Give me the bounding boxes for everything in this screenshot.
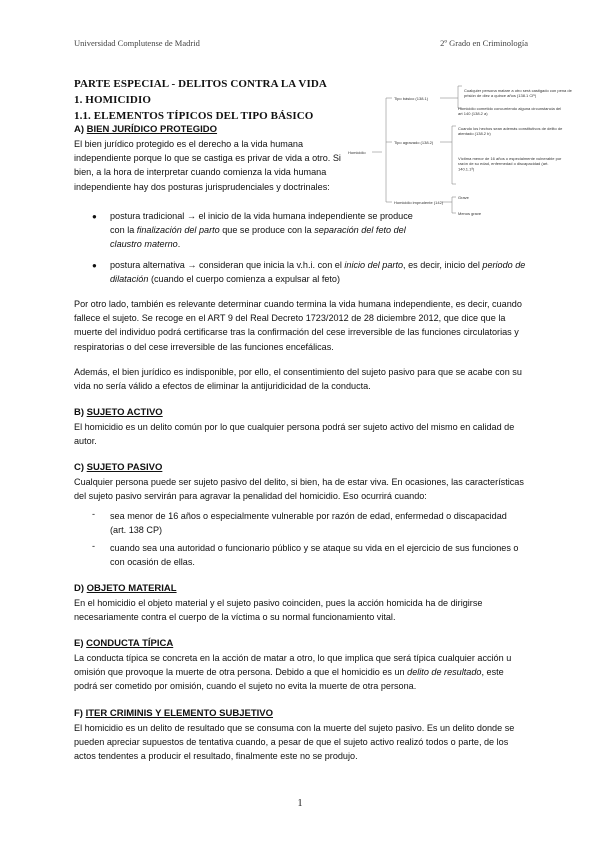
para-iter-criminis: El homicidio es un delito de resultado que se consuma con la muerte del sujeto pasivo. Es un delito donde se pueden apreciar supuestos de tentativa cuando, a pesar de que el sujeto activo realizó todos o parte, de los actos tendentes a producir el resultado, finalmente este no se produjo. — [74, 723, 515, 762]
diagram-note-tipo-basico: Cualquier persona matare a otro será castigado con pena de prisión de diez a quince años (138.1 CP) — [464, 88, 572, 99]
para-sujeto-activo: El homicidio es un delito común por lo que cualquier persona podrá ser sujeto activo del mismo en calidad de autor. — [74, 422, 515, 447]
diagram-note-agravado-1: Homicidio cometido concurriendo alguna circunstancia del art 140 (138.2 a) — [458, 106, 562, 117]
bullet-dot: ● — [92, 212, 97, 221]
para-indisponible: Además, el bien jurídico es indisponible, por ello, el consentimiento del sujeto pasivo para que se acabe con su vida no sería válido a efectos de eliminar la antijuridicidad de la conducta. — [74, 367, 522, 392]
list-dash: - — [92, 509, 96, 519]
diagram-node-tipo-agravado: Tipo agravado (138.2) — [394, 140, 434, 145]
homicidio-tree-diagram — [346, 80, 582, 222]
para-bien-juridico-intro: El bien jurídico protegido es el derecho a la vida humana independiente porque lo que se castiga es privar de vida a otro. Si bien, a la hora de interpretar cuando comienza la vida humana independiente hay dos posturas jurisprudenciales y doctrinales: — [74, 139, 341, 192]
part-heading: PARTE ESPECIAL - DELITOS CONTRA LA VIDA — [74, 78, 327, 90]
para-objeto-material: En el homicidio el objeto material y el sujeto pasivo coinciden, pues la acción homicida ha de dirigirse necesariamente contra el cuerpo de la víctima o su normal funcionamiento vital. — [74, 598, 483, 623]
header-university: Universidad Complutense de Madrid — [74, 38, 200, 48]
diagram-root-label: Homicidio — [348, 150, 366, 155]
heading-conducta-tipica: E) CONDUCTA TÍPICA — [74, 638, 174, 649]
list-item-autoridad: cuando sea una autoridad o funcionario público y se ataque su vida en el ejercicio de sus funciones o con ocasión de ellas. — [110, 543, 519, 568]
list-item-menor: sea menor de 16 años o especialmente vulnerable por razón de edad, enfermedad o discapacidad (art. 138 CP) — [110, 511, 507, 536]
diagram-note-agravado-2: Cuando los hechos sean además constitutivos de delito de atentado (138.2 b) — [458, 126, 563, 137]
bullet-postura-tradicional: postura tradicional → el inicio de la vida humana independiente se produce con la finalización del parto que se produce con la separación del feto del claustro materno. — [110, 211, 413, 250]
diagram-node-imprudente: Homicidio imprudente (142) — [394, 200, 444, 205]
section-heading: 1.1. ELEMENTOS TÍPICOS DEL TIPO BÁSICO — [74, 110, 314, 122]
para-sujeto-pasivo: Cualquier persona puede ser sujeto pasivo del delito, si bien, ha de estar viva. En ocasiones, las características del sujeto pasivo servirán para agravar la penalidad del homicidio. Eso ocurrirá cuando: — [74, 477, 524, 502]
para-conducta-tipica: La conducta típica se concreta en la acción de matar a otro, lo que implica que será típica cualquier acción u omisión que provoque la muerte de otra persona. Debido a que el homicidio es un delito de resultado, este podrá ser cometido por omisión, cuando el sujeto no evita la muerte de otra persona. — [74, 653, 512, 692]
header-course: 2º Grado en Criminología — [440, 38, 528, 48]
list-dash: - — [92, 541, 96, 551]
page-number: 1 — [297, 798, 303, 809]
diagram-leaf-menos-grave: Menos grave — [458, 211, 482, 216]
heading-bien-juridico: A) BIEN JURÍDICO PROTEGIDO — [74, 124, 218, 135]
heading-sujeto-pasivo: C) SUJETO PASIVO — [74, 462, 163, 473]
heading-sujeto-activo: B) SUJETO ACTIVO — [74, 407, 163, 418]
heading-iter-criminis: F) ITER CRIMINIS Y ELEMENTO SUBJETIVO — [74, 708, 274, 719]
chapter-heading: 1. HOMICIDIO — [74, 94, 151, 106]
diagram-note-agravado-3: Víctima menor de 16 años o especialmente vulnerable por razón de su edad, enfermedad o discapacidad (art. 140.1.1ª) — [458, 156, 562, 172]
bullet-dot: ● — [92, 261, 97, 270]
diagram-leaf-grave: Grave — [458, 195, 469, 200]
para-fin-vida: Por otro lado, también es relevante determinar cuando termina la vida humana independiente, es decir, cuando fallece el sujeto. Se recoge en el ART 9 del Real Decreto 1723/2012 de 28 diciembre 2012, que dice que la muerte del individuo podrá certificarse tras la confirmación del cese irreversible de las funciones circulatorias y respiratorias o del cese irreversible de las funciones encefálicas. — [74, 299, 522, 352]
heading-objeto-material: D) OBJETO MATERIAL — [74, 583, 177, 594]
bullet-postura-alternativa: postura alternativa → consideran que inicia la v.h.i. con el inicio del parto, es decir, inicio del periodo de dilatación (cuando el cuerpo comienza a expulsar al feto) — [110, 260, 526, 285]
diagram-node-tipo-basico: Tipo básico (138.1) — [394, 96, 429, 101]
